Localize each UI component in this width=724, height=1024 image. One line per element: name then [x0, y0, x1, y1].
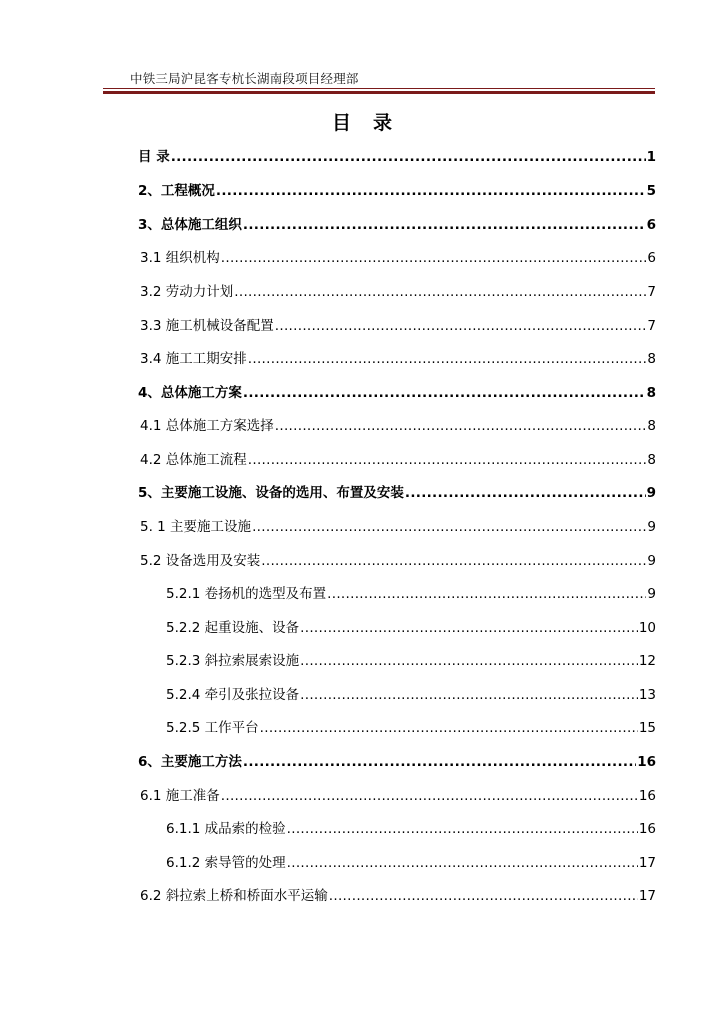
toc-entry-page: 8 — [647, 418, 656, 434]
toc-entry-label: 6.1.1 成品索的检验 — [166, 821, 286, 837]
toc-entry[interactable] — [140, 349, 656, 369]
toc-entry-page: 17 — [638, 855, 656, 871]
toc-leader-dots — [171, 147, 646, 167]
toc-entry-page: 5 — [646, 183, 656, 199]
toc-entry-label: 5.2.1 卷扬机的选型及布置 — [166, 586, 327, 602]
toc-entry-page: 10 — [638, 620, 656, 636]
toc-entry-page: 8 — [646, 385, 656, 401]
toc-leader-dots — [248, 450, 647, 470]
toc-entry-page: 7 — [647, 318, 656, 334]
toc-entry-page: 9 — [647, 519, 656, 535]
toc-entry-label: 2、工程概况 — [138, 183, 215, 199]
toc-entry-page: 16 — [637, 754, 656, 770]
toc-entry[interactable] — [138, 752, 656, 772]
toc-leader-dots — [252, 517, 646, 537]
toc-entry-label: 5. 1 主要施工设施 — [140, 519, 252, 535]
toc-leader-dots — [234, 282, 646, 302]
toc-entry-page: 17 — [638, 888, 656, 904]
toc-entry-label: 5.2 设备选用及安装 — [140, 553, 261, 569]
toc-entry[interactable] — [140, 282, 656, 302]
toc-entry[interactable] — [140, 450, 656, 470]
toc-entry[interactable] — [166, 819, 656, 839]
toc-entry[interactable] — [166, 685, 656, 705]
toc-entry-label: 4.1 总体施工方案选择 — [140, 418, 274, 434]
toc-entry-label: 5.2.2 起重设施、设备 — [166, 620, 300, 636]
toc-leader-dots — [327, 584, 646, 604]
toc-entry[interactable] — [138, 383, 656, 403]
toc-leader-dots — [260, 718, 638, 738]
toc-entry-label: 5.2.5 工作平台 — [166, 720, 259, 736]
toc-leader-dots — [221, 786, 638, 806]
toc-leader-dots — [243, 752, 636, 772]
toc-entry-label: 3、总体施工组织 — [138, 217, 242, 233]
toc-title-char-1: 目 — [331, 112, 351, 134]
toc-leader-dots — [287, 853, 638, 873]
toc-entry-label: 3.1 组织机构 — [140, 250, 220, 266]
toc-entry-page: 16 — [638, 821, 656, 837]
toc-entry-label: 4.2 总体施工流程 — [140, 452, 247, 468]
toc-entry-page: 6 — [647, 250, 656, 266]
toc-entry-page: 16 — [638, 788, 656, 804]
toc-entry-page: 8 — [647, 351, 656, 367]
toc-entry[interactable] — [140, 551, 656, 571]
toc-leader-dots — [287, 819, 638, 839]
toc-entry[interactable] — [138, 483, 656, 503]
toc-entry[interactable] — [138, 147, 656, 167]
toc-leader-dots — [275, 416, 647, 436]
toc-entry-label: 6.2 斜拉索上桥和桥面水平运输 — [140, 888, 328, 904]
toc-leader-dots — [261, 551, 646, 571]
toc-entry-label: 3.4 施工工期安排 — [140, 351, 247, 367]
toc-entry-label: 5.2.4 牵引及张拉设备 — [166, 687, 300, 703]
toc-entry[interactable] — [166, 618, 656, 638]
toc-entry-label: 6、主要施工方法 — [138, 754, 242, 770]
toc-entry[interactable] — [166, 718, 656, 738]
toc-leader-dots — [248, 349, 647, 369]
toc-entry-page: 9 — [647, 586, 656, 602]
toc-entry-label: 4、总体施工方案 — [138, 385, 242, 401]
toc-leader-dots — [243, 215, 646, 235]
toc-leader-dots — [329, 886, 638, 906]
toc-entry[interactable] — [138, 181, 656, 201]
toc-entry-label: 目 录 — [138, 149, 170, 165]
toc-entry[interactable] — [166, 853, 656, 873]
header-text: 中铁三局沪昆客专杭长湖南段项目经理部 — [130, 71, 359, 86]
toc-entry[interactable] — [140, 316, 656, 336]
toc-leader-dots — [221, 248, 647, 268]
toc-entry[interactable] — [138, 215, 656, 235]
toc-entry-page: 15 — [638, 720, 656, 736]
toc-entry-label: 5.2.3 斜拉索展索设施 — [166, 653, 300, 669]
toc-entry-label: 6.1 施工准备 — [140, 788, 220, 804]
toc-entry-label: 5、主要施工设施、设备的选用、布置及安装 — [138, 485, 404, 501]
toc-leader-dots — [300, 685, 638, 705]
toc-entry-page: 8 — [647, 452, 656, 468]
toc-entry[interactable] — [140, 517, 656, 537]
toc-entry-label: 3.2 劳动力计划 — [140, 284, 234, 300]
toc-entry-label: 3.3 施工机械设备配置 — [140, 318, 274, 334]
toc-leader-dots — [300, 618, 638, 638]
toc-leader-dots — [300, 651, 638, 671]
toc-entry[interactable] — [140, 416, 656, 436]
toc-title-char-2: 录 — [373, 112, 393, 134]
toc-leader-dots — [243, 383, 646, 403]
toc-entry-page: 6 — [646, 217, 656, 233]
toc-entry-page: 7 — [647, 284, 656, 300]
toc-entry[interactable] — [166, 651, 656, 671]
toc-entry[interactable] — [140, 786, 656, 806]
toc-entry-page: 12 — [638, 653, 656, 669]
toc-entry-page: 1 — [646, 149, 656, 165]
toc-entry[interactable] — [166, 584, 656, 604]
toc-entry[interactable] — [140, 886, 656, 906]
toc-entry[interactable] — [140, 248, 656, 268]
toc-leader-dots — [405, 483, 646, 503]
toc-leader-dots — [275, 316, 647, 336]
toc-entry-page: 13 — [638, 687, 656, 703]
toc-entry-page: 9 — [646, 485, 656, 501]
toc-entry-page: 9 — [647, 553, 656, 569]
toc-leader-dots — [216, 181, 646, 201]
toc-entry-label: 6.1.2 索导管的处理 — [166, 855, 286, 871]
